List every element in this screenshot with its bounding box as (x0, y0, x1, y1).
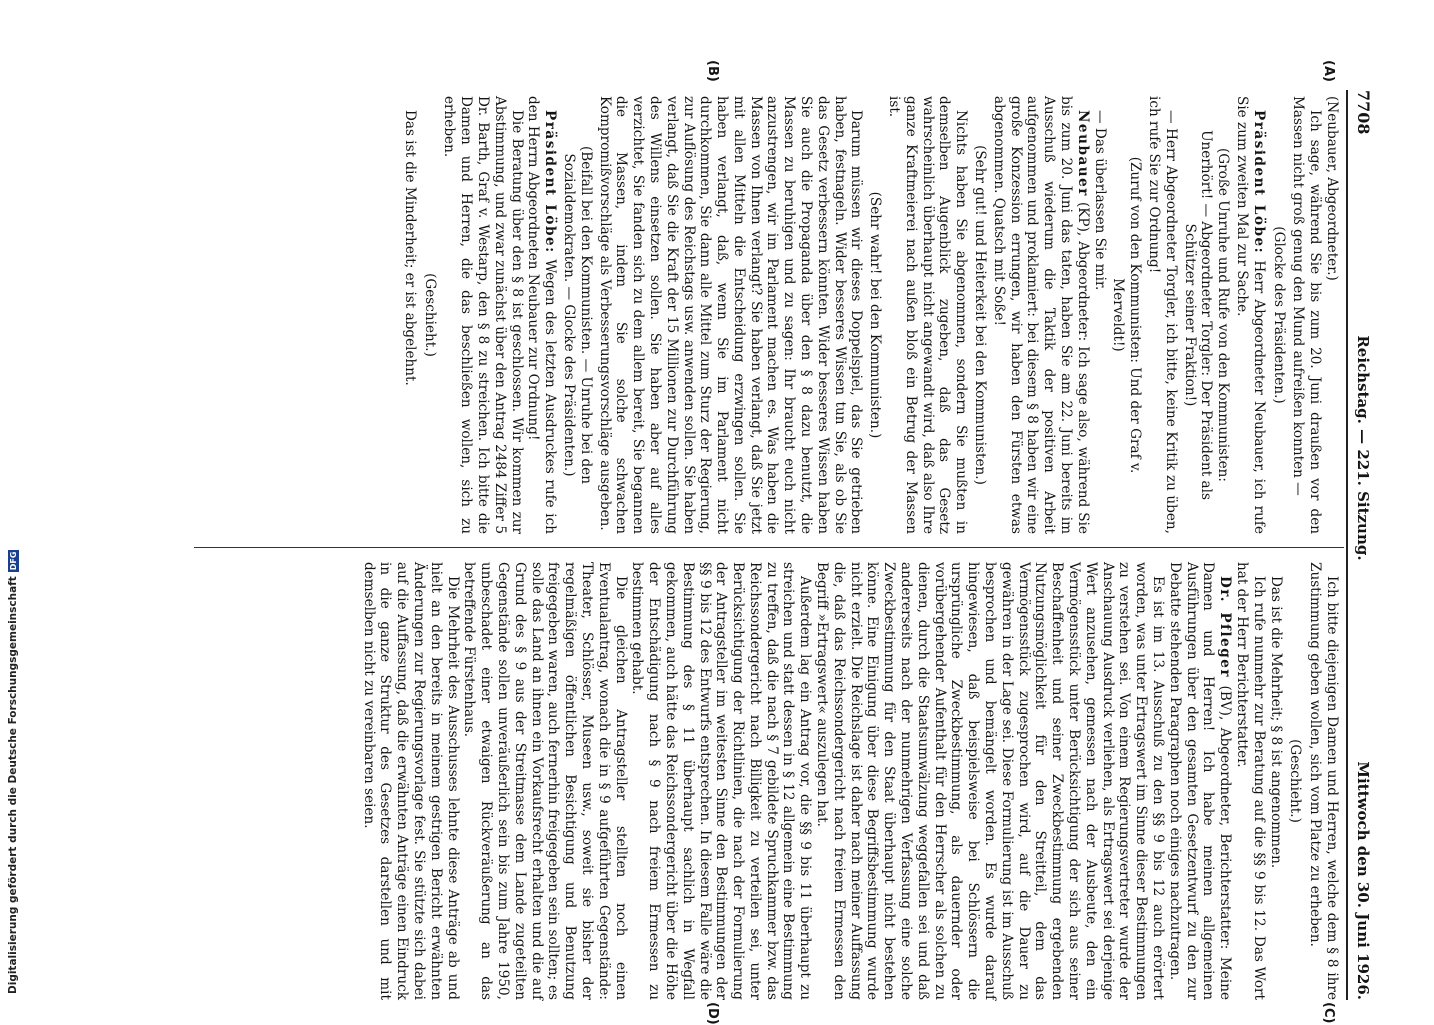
paragraph (1290, 96, 1324, 534)
paragraph-text: Die Beratung über den § 8 ist geschlossen. Wir kommen zur Abstimmung, und zwar zunächst über den Antrag 2484 Ziffer 5 Dr. Barth, Graf v. Westarp, den § 8 zu streichen. Ich bitte die Damen und Herren, die das beschließen wollen, sich zu erheben. (441, 96, 525, 534)
paragraph (360, 562, 461, 1000)
paragraph-text: Ich bitte diejenigen Damen und Herren, welche dem § 8 ihre Zustimmung geben wollen, sich vom Platze zu erheben. (1307, 562, 1340, 1000)
paragraph-text: Die Mehrheit des Ausschusses lehnte diese Anträge ab und hielt an den bereits in meinem gestrigen Bericht erwähnten Änderungen zur Regierungsvorlage fest. Sie stützte sich dabei auf die Auffassung, daß die erwähnten Anträge einen Eindruck in die ganze Struktur des Gesetzes darstellen und mit demselben nicht zu vereinbaren seien. (360, 562, 461, 1000)
paragraph-text: (Glocke des Präsidenten.) (1270, 226, 1287, 404)
paragraph-text: Ich sage, während Sie bis zum 20. Juni draußen vor den Massen nicht groß genug den Mund aufreißen konnten — (1290, 96, 1324, 534)
paragraph (813, 562, 1166, 1000)
paragraph-text: Ich rufe nunmehr zur Beratung auf die §§ 9 bis 12. Das Wort hat der Herr Berichterstatter. (1234, 562, 1267, 1000)
paragraph (1145, 96, 1179, 534)
paragraph (461, 562, 629, 1000)
paragraph-text: Wegen des letzten Ausdruckes rufe ich den Herrn Abgeordneten Neubauer zur Ordnung! (525, 96, 559, 534)
paragraph (885, 96, 969, 534)
margin-marker-d: (D) (705, 1002, 720, 1025)
paragraph (1091, 96, 1108, 534)
margin-marker-b: (B) (705, 60, 720, 82)
paragraph-text: Das ist die Mehrheit; § 8 ist angenommen. (1267, 576, 1284, 869)
speaker-name: Dr. Pfleger (1217, 576, 1234, 679)
paragraph-text: (Große Unruhe und Rufe von den Kommunisten: Unerhört! — Abgeordneter Torgler: Der Präsident als Schützer seiner Fraktion!) (1181, 130, 1232, 500)
credit-text: Digitalisierung gefördert durch die Deutsche Forschungsgemeinschaft (7, 576, 19, 994)
session-date: Mittwoch den 30. Juni 1926. (1354, 761, 1372, 1000)
stage-direction (560, 96, 594, 534)
dfg-logo: DFG (8, 551, 18, 571)
digitization-credit (0, 0, 19, 1000)
speaker-name: Neubauer (1074, 110, 1091, 197)
center-note (1287, 562, 1304, 1000)
margin-marker-a: (A) (1321, 60, 1336, 82)
header-rule (1346, 90, 1348, 1000)
center-note (1270, 96, 1287, 534)
paragraph-text: Nichts haben Sie abgenommen, sondern Sie mußten in demselben Augenblick zugeben, daß das Gesetz wahrscheinlich überhaupt nicht angewandt wird, daß also Ihre ganze Kraftmeierei nach außen bloß ein Betrug der Massen ist. (886, 96, 970, 534)
paragraph (401, 96, 418, 534)
paragraph (990, 96, 1091, 534)
paragraph (441, 96, 525, 534)
paragraph (1233, 96, 1267, 534)
stage-direction (1110, 96, 1144, 534)
paragraph (525, 96, 559, 534)
paragraph-text: (Beifall bei den Kommunisten. — Unruhe bei den Sozialdemokraten. — Glocke des Präsidenten.) (560, 146, 594, 484)
paragraph (596, 96, 865, 534)
page-number: 7708 (1354, 90, 1373, 135)
paragraph-text: (Geschieht.) (421, 273, 438, 357)
paragraph-text: (KP), Abgeordneter: Ich sage also, während Sie bis zum 20. Juni das taten, haben Sie am 22. Juni bereits im Ausschuß wiederum die Taktik der positiven Arbeit aufgenommen und proklamiert: bei diesem § 8 haben wir eine große Konzession errungen, wir haben den Fürsten etwas abgenommen. Quatsch mit Soße! (990, 96, 1091, 534)
center-note (421, 96, 438, 534)
paragraph-text: Herr Abgeordneter Neubauer, ich rufe Sie zum zweiten Mal zur Sache. (1234, 96, 1267, 534)
margin-marker-c: (C) (1321, 1002, 1336, 1024)
session-title: Reichstag. — 221. Sitzung. (1354, 335, 1372, 561)
right-column (360, 562, 1340, 1000)
page-header (1350, 90, 1390, 1000)
paragraph-text: — Herr Abgeordneter Torgler, ich bitte, keine Kritik zu üben, ich rufe Sie zur Ordnung! (1146, 96, 1179, 534)
stage-direction (971, 96, 988, 534)
paragraph-text: (Sehr gut! und Heiterkeit bei den Kommunisten.) (972, 145, 989, 485)
paragraph-text: Darum müssen wir dieses Doppelspiel, das Sie getrieben haben, festnageln. Wider besseres Wissen tun Sie, als ob Sie das Gesetz verbessern könnten. Wider besseres Wissen haben Sie auch die Propaganda über den § 8 dazu benutzt, die Massen zu beruhigen und zu sagen: Ihr braucht euch nicht anzustrengen, wir im Parlament machen es. Was haben die Massen von Ihnen verlangt? Sie haben verlangt, daß Sie jetzt mit allen Mitteln die Entscheidung erzwingen sollen. Sie haben verlangt, daß, wenn Sie im Parlament nicht durchkommen, Sie dann alle Mittel zum Sturz der Regierung, zur Auflösung des Reichstags usw. anwenden sollen. Sie haben verlangt, daß Sie die Kraft der 15 Millionen zur Durchführung des Willens einsetzen sollen. Sie haben aber auf alles verzichtet, Sie fanden sich zu dem allem bereit, Sie begannen die Massen, indem Sie solche schwachen Kompromißvorschläge als Verbesserungsvorschläge ausgeben. (596, 96, 865, 534)
speaker-name: Präsident Löbe: (1250, 110, 1267, 255)
stage-direction (866, 96, 883, 534)
paragraph-text: Die gleichen Antragsteller stellten noch einen Eventualantrag, wonach die in § 9 aufgeführten Gegenstände: Theater, Schlösser, Museen usw., soweit sie bisher der regelmäßigen öffentlichen Besichtigung und Benutzung freigegeben waren, auch fernerhin freigegeben sein sollten; es solle das Land an ihnen ein Vorkaufsrecht erhalten und die auf Grund des § 9 aus der Streitmasse dem Lande zugeteilten Gegenstände sollen unveräußerlich sein bis zum Jahre 1950, unbeschadet einer etwaigen Rückveräußerung an das betreffende Fürstenhaus. (461, 562, 629, 1000)
column-divider (194, 547, 1344, 548)
paragraph (1306, 562, 1340, 1000)
paragraph (629, 562, 814, 1000)
paragraph-text: Es ist im 13. Ausschuß zu den §§ 9 bis 12 auch erörtert worden, was unter Ertragswert im Sinne dieser Bestimmungen zu verstehen sei. Von einem Regierungsvertreter wurde der Anschauung Ausdruck verliehen, als Ertragswert sei derjenige Wert anzusehen, gemessen nach der Ausbeute, den ein Vermögensstück unter Berücksichtigung der sich aus seiner Beschaffenheit und seiner Zweckbestimmung ergebenden Nutzungsmöglichkeit für den Streitteil, dem das Vermögensstück zugesprochen wird, auf die Dauer zu gewähren in der Lage sei. Diese Formulierung ist im Ausschuß besprochen und bemängelt worden. Es wurde darauf hingewiesen, daß beispielsweise bei Schlössern die ursprüngliche Zweckbestimmung, als dauernder oder vorübergehender Aufenthalt für den Herrscher als solchen zu dienen, durch die Staatsumwälzung weggefallen sei und daß andererseits nach der nunmehrigen Verfassung eine solche Zweckbestimmung für den Staat überhaupt nicht bestehen könne. Eine Einigung über diese Begriffsbestimmung wurde nicht erzielt. Die Reichslage ist daher nach meiner Auffassung die, daß das Reichssondergericht nach freiem Ermessen den Begriff »Ertragswert« auszulegen hat. (814, 562, 1167, 1000)
left-column (401, 96, 1340, 534)
paragraph (1233, 562, 1267, 1000)
paragraph-text: Das ist die Minderheit; er ist abgelehnt. (401, 110, 418, 386)
paragraph (1323, 96, 1340, 534)
paragraph (1166, 562, 1233, 1000)
paragraph-text: (BV), Abgeordneter, Berichterstatter: Meine Damen und Herren! Ich habe meinen allgemeinen Ausführungen über den gesamten Gesetzentwurf zu den zur Debatte stehenden Paragraphen noch einiges nachzutragen. (1166, 562, 1234, 1000)
paragraph-text: (Sehr wahr! bei den Kommunisten.) (867, 191, 884, 439)
speaker-name: Präsident Löbe: (542, 110, 559, 254)
paragraph-text: (Neubauer, Abgeordneter.) (1324, 96, 1340, 281)
paragraph (1267, 562, 1284, 1000)
paragraph-text: (Zuruf von den Kommunisten: Und der Graf v. Merveldt!) (1110, 156, 1144, 474)
paragraph-text: (Geschieht.) (1287, 739, 1304, 823)
paragraph-text: Außerdem lag ein Antrag vor, die §§ 9 bis 11 überhaupt zu streichen und statt dessen in § 12 allgemein eine Bestimmung zu treffen, daß die nach § 7 gebildete Spruchkammer bzw. das Reichssondergericht nach Billigkeit zu verteilen sei, unter Berücksichtigung der Richtlinien, die nach der Formulierung der Antragsteller im weitesten Sinne den Bestimmungen der §§ 9 bis 12 des Entwurfs entsprechen. In diesem Falle wäre die Bestimmung des § 11 überhaupt sachlich in Wegfall gekommen, auch hätte das Reichssondergericht über die Höhe der Entschädigung nach § 9 nach freiem Ermessen zu bestimmen gehabt. (629, 562, 814, 1000)
stage-direction (1181, 96, 1231, 534)
scanned-page (70, 60, 1390, 1025)
paragraph-text: — Das überlassen Sie mir. (1091, 110, 1108, 291)
